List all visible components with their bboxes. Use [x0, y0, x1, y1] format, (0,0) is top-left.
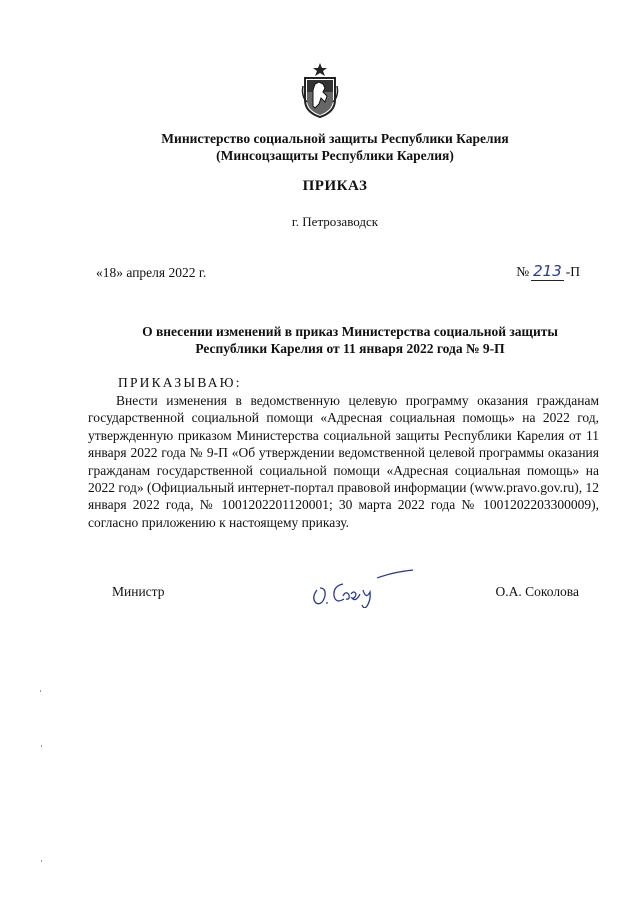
city — [0, 214, 640, 230]
number-suffix: -П — [565, 264, 580, 279]
scan-speck — [40, 690, 41, 692]
coat-of-arms-icon — [299, 62, 341, 118]
handwritten-signature — [307, 566, 417, 608]
signatory-name: О.А. Соколова — [495, 584, 579, 599]
ministry-name — [0, 130, 640, 164]
scan-speck — [41, 745, 42, 747]
document-type-label: ПРИКАЗ — [302, 178, 368, 194]
ministry-full-name: Министерство социальной защиты Республики Карелия — [161, 131, 509, 146]
ministry-short-name: (Минсоцзащиты Республики Карелия) — [216, 148, 454, 163]
city-label: г. Петрозаводск — [291, 214, 379, 229]
scan-speck — [41, 860, 42, 862]
document-type — [0, 178, 640, 195]
number-prefix: № — [516, 264, 530, 279]
signatory-title: Министр — [112, 584, 165, 599]
order-body-paragraph: Внести изменения в ведомственную целевую программу оказания гражданам государственной социальной помощи «Адресная социальная помощь» на 2022 год, утвержденную приказом Министерства социальной защиты Республики Карелия от 11 января 2022 года № 9-П «Об утверждении ведомственной целевой программы оказания гражданам государственной социальной помощи «Адресная социальная помощь» на 2022 год» (Официальный интернет-портал правовой информации (www.pravo.gov.ru), 12 января 2022 года, № 1001202201120001; 30 марта 2022 года № 1001202203300009), согласно приложению к настоящему приказу. — [88, 393, 599, 530]
document-subject — [90, 323, 610, 357]
subject-line-1: О внесении изменений в приказ Министерства социальной защиты — [142, 324, 558, 339]
document-date: «18» апреля 2022 г. — [96, 265, 207, 280]
document-number — [516, 262, 580, 281]
handwritten-number: 213 — [533, 262, 562, 280]
subject-line-2: Республики Карелия от 11 января 2022 года № 9-П — [195, 341, 505, 356]
order-word: ПРИКАЗЫВАЮ: — [118, 375, 242, 390]
